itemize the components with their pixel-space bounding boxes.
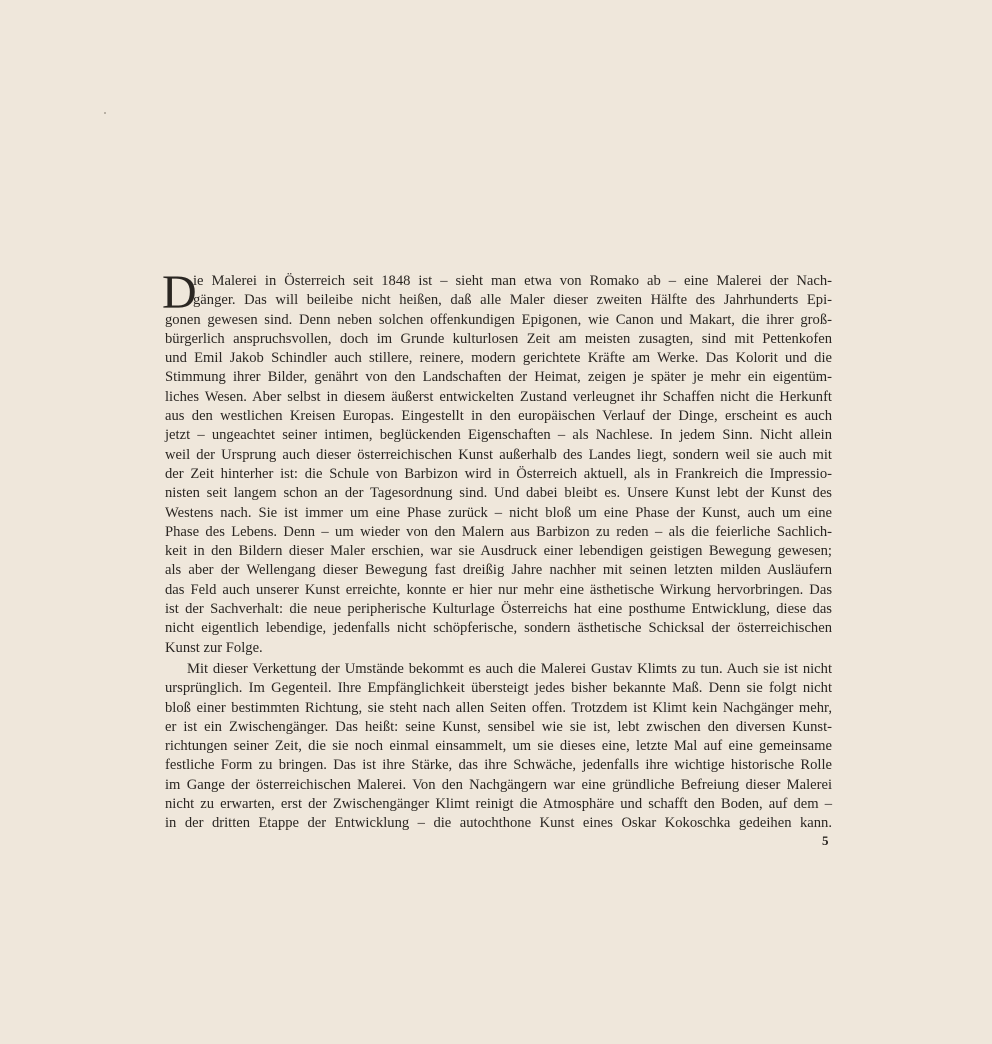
text-line: ist der Sachverhalt: die neue peripherische Kulturlage Österreichs hat eine posthume Entwicklung, diese das — [165, 601, 832, 618]
page-number: 5 — [822, 833, 829, 848]
text-line: jetzt – ungeachtet seiner intimen, beglückenden Eigenschaften – als Nachlese. In jedem Sinn. Nicht allein — [165, 427, 832, 444]
text-line: der Zeit hinterher ist: die Schule von Barbizon wird in Österreich aktuell, als in Frankreich die Impressio- — [165, 465, 832, 482]
paragraph-1 — [165, 272, 832, 658]
text-line: Stimmung ihrer Bilder, genährt von den Landschaften der Heimat, zeigen je später je mehr ein eigentüm- — [165, 369, 832, 386]
text-line: Phase des Lebens. Denn – um wieder von den Malern aus Barbizon zu reden – als die feierliche Sachlich- — [165, 523, 832, 540]
text-line: weil der Ursprung auch dieser österreichischen Kunst außerhalb des Landes liegt, sondern weil sie auch mit — [165, 446, 832, 463]
text-line: liches Wesen. Aber selbst in diesem äußerst entwickelten Zustand verleugnet ihr Schaffen nicht die Herkunft — [165, 388, 832, 405]
text-line: im Gange der österreichischen Malerei. Von den Nachgängern war eine gründliche Befreiung dieser Malerei — [165, 776, 832, 793]
drop-cap-initial: D — [162, 266, 197, 319]
paragraph-2 — [165, 660, 832, 834]
text-line: als aber der Wellengang dieser Bewegung fast dreißig Jahre nachher mit seinen letzten milden Ausläufern — [165, 562, 832, 579]
text-line: in der dritten Etappe der Entwicklung – die autochthone Kunst eines Oskar Kokoschka gedeihen kann. — [165, 815, 832, 832]
text-line: Kunst zur Folge. — [165, 639, 263, 656]
text-line: gänger. Das will beileibe nicht heißen, daß alle Maler dieser zweiten Hälfte des Jahrhunderts Epi- — [193, 292, 832, 309]
body-text — [162, 266, 832, 834]
text-line: richtungen seiner Zeit, die sie noch einmal einsammelt, um sie dieses eine, letzte Mal auf eine gemeinsame — [165, 738, 832, 755]
text-line: bürgerlich anspruchsvollen, doch im Grunde kulturlosen Zeit am meisten zusagten, sind mit Pettenkofen — [165, 330, 832, 347]
text-line: ursprünglich. Im Gegenteil. Ihre Empfänglichkeit übersteigt jedes bisher bekannte Maß. Denn sie folgt nicht — [165, 680, 832, 697]
paper-speck — [104, 112, 106, 114]
text-line: keit in den Bildern dieser Maler erschien, war sie Ausdruck einer lebendigen geistigen Bewegung gewesen; — [165, 543, 832, 560]
text-line: das Feld auch unserer Kunst erreichte, konnte er hier nur mehr eine ästhetische Wirkung hervorbringen. Das — [165, 581, 832, 598]
text-line: er ist ein Zwischengänger. Das heißt: seine Kunst, sensibel wie sie ist, lebt zwischen den diversen Kunst- — [165, 718, 832, 735]
text-line: nicht zu erwarten, erst der Zwischengänger Klimt reinigt die Atmosphäre und schafft den Boden, auf dem – — [165, 796, 832, 813]
text-line: gonen gewesen sind. Denn neben solchen offenkundigen Epigonen, wie Canon und Makart, die ihrer groß- — [165, 311, 832, 328]
text-line: aus den westlichen Kreisen Europas. Eingestellt in den europäischen Verlauf der Dinge, erscheint es auch — [165, 408, 832, 425]
text-line: bloß einer bestimmten Richtung, sie steht nach allen Seiten offen. Trotzdem ist Klimt kein Nachgänger mehr, — [165, 699, 832, 716]
text-line: Mit dieser Verkettung der Umstände bekommt es auch die Malerei Gustav Klimts zu tun. Auch sie ist nicht — [187, 660, 832, 677]
text-line: nisten seit langem schon an der Tagesordnung sind. Und dabei bleibt es. Unsere Kunst lebt der Kunst des — [165, 485, 832, 502]
text-line: ie Malerei in Österreich seit 1848 ist – sieht man etwa von Romako ab – eine Malerei der Nach- — [193, 273, 832, 289]
text-line: festliche Form zu bringen. Das ist ihre Stärke, das ihre Schwäche, jedenfalls ihre wichtige historische Rolle — [165, 757, 832, 774]
text-line: nicht eigentlich lebendige, jedenfalls nicht schöpferische, sondern ästhetische Schicksal der österreichischen — [165, 620, 832, 637]
text-line: Westens nach. Sie ist immer um eine Phase zurück – nicht bloß um eine Phase der Kunst, auch um eine — [165, 504, 832, 521]
text-line: und Emil Jakob Schindler auch stillere, reinere, modern gerichtete Kräfte am Werke. Das Kolorit und die — [165, 350, 832, 367]
